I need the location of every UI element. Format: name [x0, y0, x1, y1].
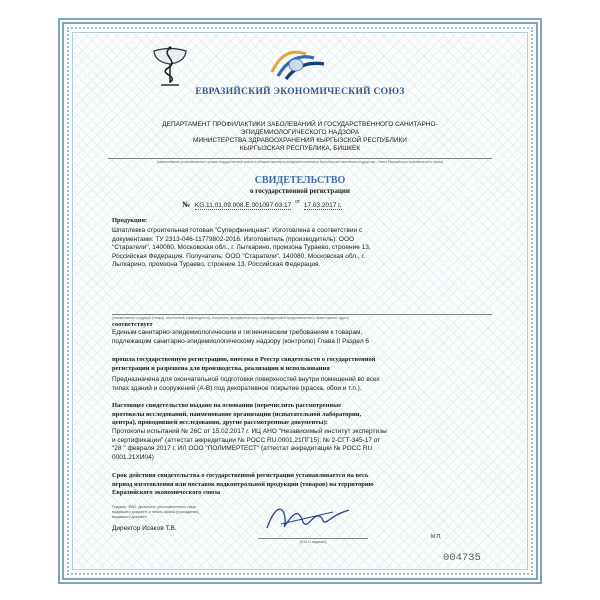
- certificate-number-row: [182, 198, 482, 211]
- department-line: ДЕПАРТАМЕНТ ПРОФИЛАКТИКИ ЗАБОЛЕВАНИЙ И ГОСУДАРСТВЕННОГО САНИТАРНО-: [162, 121, 438, 128]
- department-line: КЫРГЫЗСКАЯ РЕСПУБЛИКА, БИШКЕК: [239, 145, 361, 152]
- department-block: [98, 121, 502, 153]
- compliance-line: Единым санитарно-эпидемиологическим и гигиеническим требованиям к товарам,: [112, 329, 363, 336]
- signature-scribble: [263, 500, 353, 536]
- basis-heading: [112, 402, 512, 428]
- authority-caption: (наименование уполномоченного органа государственной власти в области санитарно-эпидемиологического благополучия населения государства - члена Евразийского экономического союза): [156, 160, 444, 164]
- basis-block: [112, 428, 502, 462]
- usage-line: Предназначена для окончательной подготовки поверхностей внутри помещений во всех: [112, 376, 380, 383]
- product-rule: [112, 314, 492, 315]
- compliance-block: [112, 329, 502, 346]
- certificate-title: СВИДЕТЕЛЬСТВО: [254, 175, 346, 186]
- signature-caption: [112, 505, 272, 520]
- product-line: Шпатлевка строительная готовая "Суперфиницная". Изготовлена в соответствии с: [112, 227, 363, 234]
- product-line: Российская Федерация. Получатель: ООО "Старатели", 140080, Московская обл., г.: [112, 252, 365, 260]
- certificate-number: KG.11.01.09.008.E.001097.03.17: [194, 202, 292, 209]
- fio-caption: (Ф.И.О.подпись): [299, 540, 327, 544]
- registration-heading: [112, 356, 512, 373]
- product-line: Лыткарино, промзона Тураево, строение 13, Российская Федерация.: [112, 261, 321, 268]
- registration-heading-line: прошла государственную регистрацию, внесена в Реестр свидетельств о государственной: [112, 356, 376, 363]
- product-caption: (наименование продукции (товара), изготовитель (производитель), получатель (юридическое лицо, индивидуальный предприниматель): наименование, адрес): [112, 316, 349, 320]
- validity-block: [112, 472, 512, 498]
- basis-heading-line: протоколы исследований, наименование организации (испытательной лаборатории,: [112, 410, 362, 418]
- union-name: ЕВРАЗИЙСКИЙ ЭКОНОМИЧЕСКИЙ СОЮЗ: [195, 87, 405, 97]
- basis-heading-line: центра), проводившей исследования, другие рассмотренные документы):: [112, 419, 328, 426]
- registration-heading-line: регистрации и разрешена для производства, реализации и использования: [112, 364, 330, 372]
- signature-rule: [258, 538, 368, 539]
- signer-name: Директор Исаков Т.В.: [112, 525, 177, 532]
- signature-caption-line: выдавшего документ: [112, 515, 148, 519]
- validity-line: Евразийского экономического союза: [112, 489, 221, 496]
- department-line: ЭПИДЕМИОЛОГИЧЕСКОГО НАДЗОРА: [240, 129, 360, 136]
- signature-caption-line: выдавшего документ, и печать органа (учреждения),: [112, 510, 200, 514]
- basis-line: "28 " февраля 2017 г. ИЛ ООО "ПОЛИМЕРТЕСТ" (аттестат аккредитации № РОСС RU: [112, 445, 373, 452]
- authority-rule: [108, 158, 492, 159]
- department-line: МИНИСТЕРСТВА ЗДРАВООХРАНЕНИЯ КЫРГЫЗСКОЙ РЕСПУБЛИКИ: [193, 137, 407, 144]
- product-label: Продукция:: [112, 217, 148, 224]
- certificate-subtitle: о государственной регистрации: [250, 187, 350, 195]
- product-block: [112, 227, 502, 270]
- usage-block: [112, 376, 502, 393]
- certificate-date: 17.03.2017 г.: [303, 202, 342, 209]
- signature-caption-line: Подпись, ФИО, должность уполномоченного лица,: [112, 505, 197, 509]
- basis-line: и сертификации" (аттестат аккредитации № РОСС RU.0001.21ПГ15); № 2-СГТ-345-17 от: [112, 436, 381, 444]
- seal-label: М.П.: [431, 534, 442, 540]
- basis-line: 0001.21ХИ04): [112, 453, 154, 461]
- validity-line: Срок действия свидетельства о государственной регистрации устанавливается на весь: [112, 472, 369, 479]
- basis-line: Протоколы испытаний № 26С от 15.02.2017 г. ИЦ АНО "Независимый институт экспертизы: [112, 428, 387, 435]
- medical-emblem-icon: [148, 45, 192, 91]
- validity-line: период изготовления или поставок подконтрольной продукции (товаров) на территорию: [112, 480, 374, 488]
- compliance-line: подлежащим санитарно-эпидемиологическому надзору (контролю) Глава II Раздел 6: [112, 337, 370, 345]
- eurasian-union-emblem-icon: [266, 42, 332, 84]
- certificate-sheet: [58, 18, 542, 584]
- basis-heading-line: Настоящее свидетельство выдано на основании (перечислить рассмотренные: [112, 402, 342, 409]
- product-line: "Старатели", 140080, Московская обл., г. Лыткарино, промзона Тураево, строение 13,: [112, 244, 371, 251]
- number-label: №: [182, 200, 191, 209]
- compliance-label: соответствует: [112, 321, 153, 328]
- usage-line: типах зданий и сооружений (А-В) под декоративное покрытие (краска, обои и т.п.).: [112, 384, 362, 392]
- form-number: 004735: [443, 552, 481, 564]
- product-line: документами: ТУ 2313-046-11779802-2016. Изготовитель (производитель): ООО: [112, 235, 355, 243]
- date-label: от: [295, 199, 301, 205]
